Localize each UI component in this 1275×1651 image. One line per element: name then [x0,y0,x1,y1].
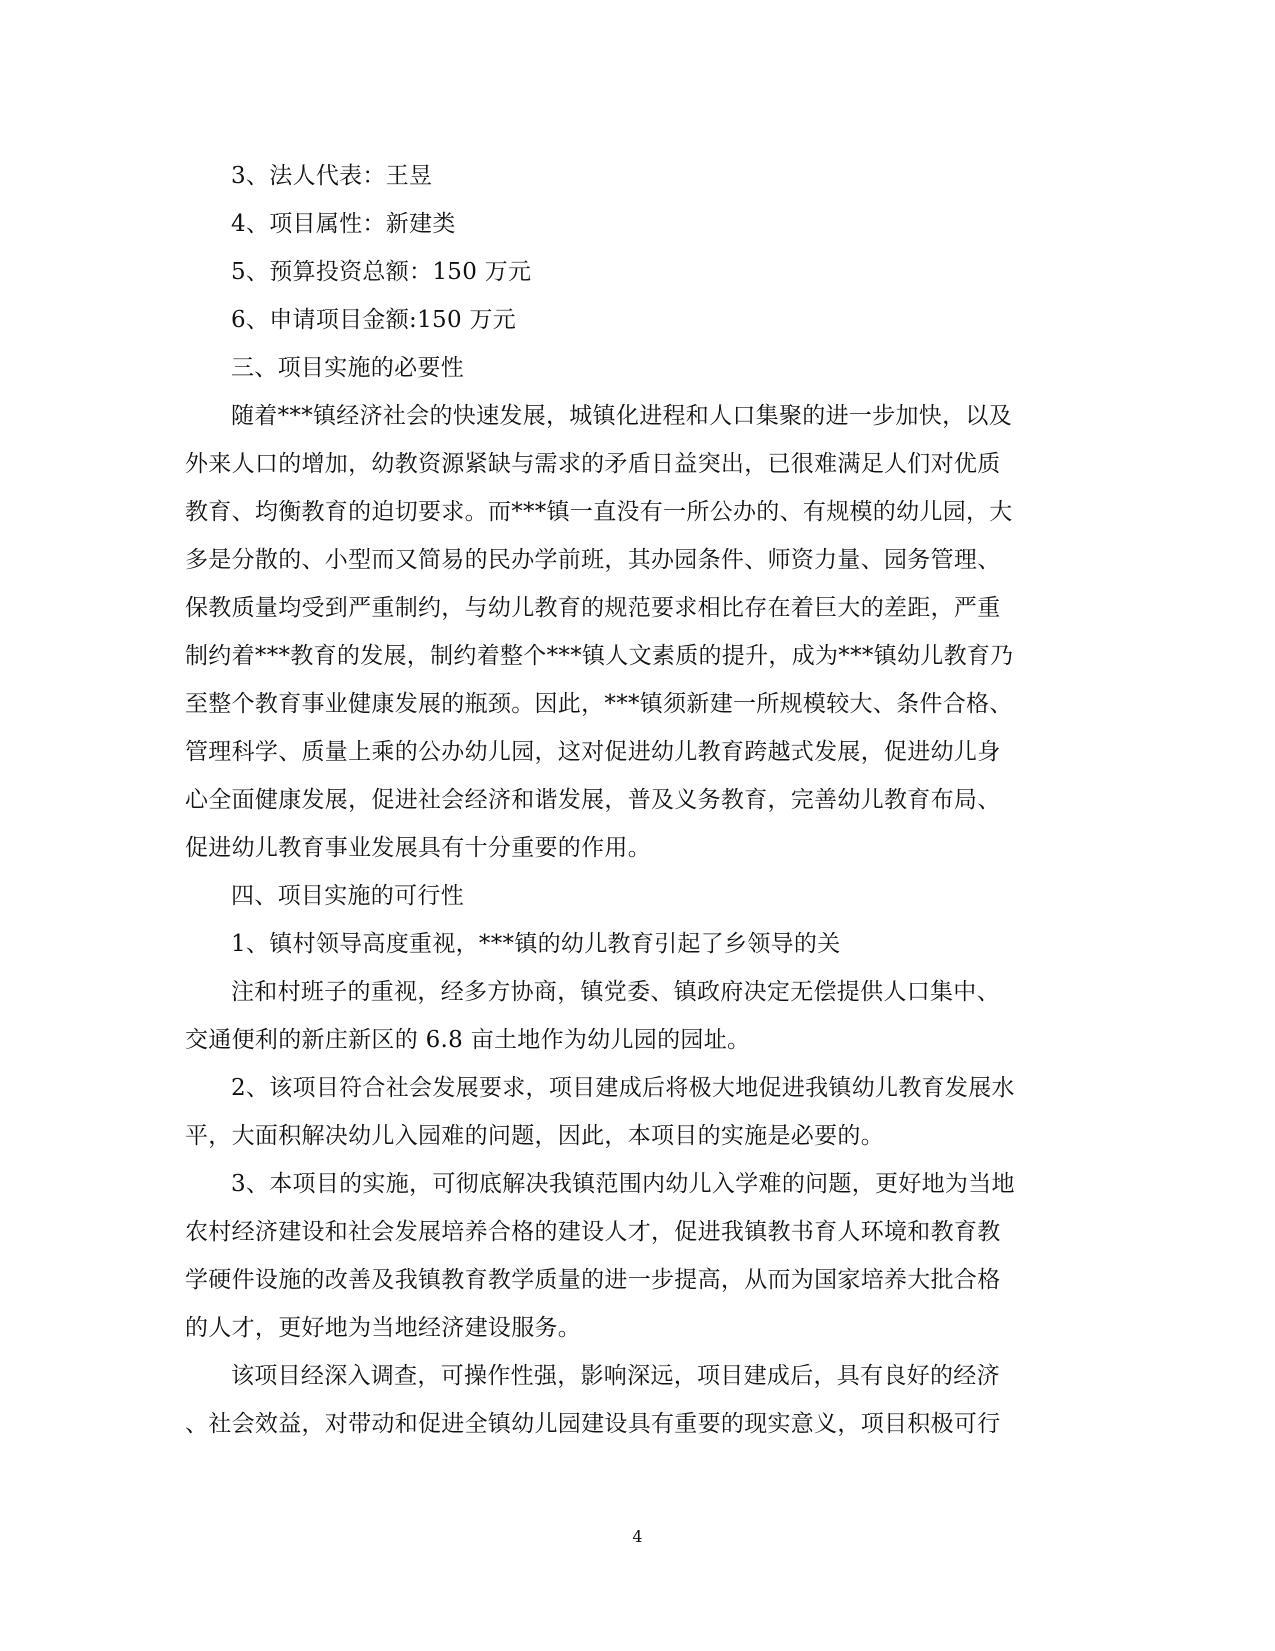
text-line-budget-total: 5、预算投资总额：150 万元 [231,259,532,285]
text-line: 促进幼儿教育事业发展具有十分重要的作用。 [185,835,651,861]
text-line: 2、该项目符合社会发展要求，项目建成后将极大地促进我镇幼儿教育发展水 [231,1075,1015,1101]
text-line: 交通便利的新庄新区的 6.8 亩土地作为幼儿园的园址。 [185,1027,751,1053]
section-heading-necessity: 三、项目实施的必要性 [231,355,464,381]
text-line: 外来人口的增加，幼教资源紧缺与需求的矛盾日益突出，已很难满足人们对优质 [185,451,1001,477]
text-line: 多是分散的、小型而又简易的民办学前班，其办园条件、师资力量、园务管理、 [185,547,1001,573]
text-line: 3、本项目的实施，可彻底解决我镇范围内幼儿入学难的问题，更好地为当地 [231,1171,1015,1197]
text-line: 教育、均衡教育的迫切要求。而***镇一直没有一所公办的、有规模的幼儿园，大 [185,499,1013,525]
page-number: 4 [632,1527,643,1546]
text-line-requested-amount: 6、申请项目金额:150 万元 [231,307,517,333]
text-line: 随着***镇经济社会的快速发展，城镇化进程和人口集聚的进一步加快，以及 [231,403,1012,429]
text-line: 平，大面积解决幼儿入园难的问题，因此，本项目的实施是必要的。 [185,1123,884,1149]
text-line: 学硬件设施的改善及我镇教育教学质量的进一步提高，从而为国家培养大批合格 [185,1267,1001,1293]
text-line: 1、镇村领导高度重视，***镇的幼儿教育引起了乡领导的关 [231,931,841,957]
text-line: 制约着***教育的发展，制约着整个***镇人文素质的提升，成为***镇幼儿教育乃 [185,643,1014,669]
text-line: 注和村班子的重视，经多方协商，镇党委、镇政府决定无偿提供人口集中、 [231,979,1000,1005]
document-body [185,152,1075,1448]
text-line: 该项目经深入调查，可操作性强，影响深远，项目建成后，具有良好的经济 [231,1363,1000,1389]
text-line-project-attribute: 4、项目属性：新建类 [231,211,456,237]
section-heading-feasibility: 四、项目实施的可行性 [231,883,464,909]
text-line: 农村经济建设和社会发展培养合格的建设人才，促进我镇教书育人环境和教育教 [185,1219,1001,1245]
text-line: 至整个教育事业健康发展的瓶颈。因此，***镇须新建一所规模较大、条件合格、 [185,691,1013,717]
text-line-legal-representative: 3、法人代表：王昱 [231,163,433,189]
text-line: 、社会效益，对带动和促进全镇幼儿园建设具有重要的现实意义，项目积极可行 [185,1411,1001,1437]
text-line: 心全面健康发展，促进社会经济和谐发展，普及义务教育，完善幼儿教育布局、 [185,787,1001,813]
text-line: 管理科学、质量上乘的公办幼儿园，这对促进幼儿教育跨越式发展，促进幼儿身 [185,739,1001,765]
text-line: 保教质量均受到严重制约，与幼儿教育的规范要求相比存在着巨大的差距，严重 [185,595,1001,621]
text-line: 的人才，更好地为当地经济建设服务。 [185,1315,582,1341]
